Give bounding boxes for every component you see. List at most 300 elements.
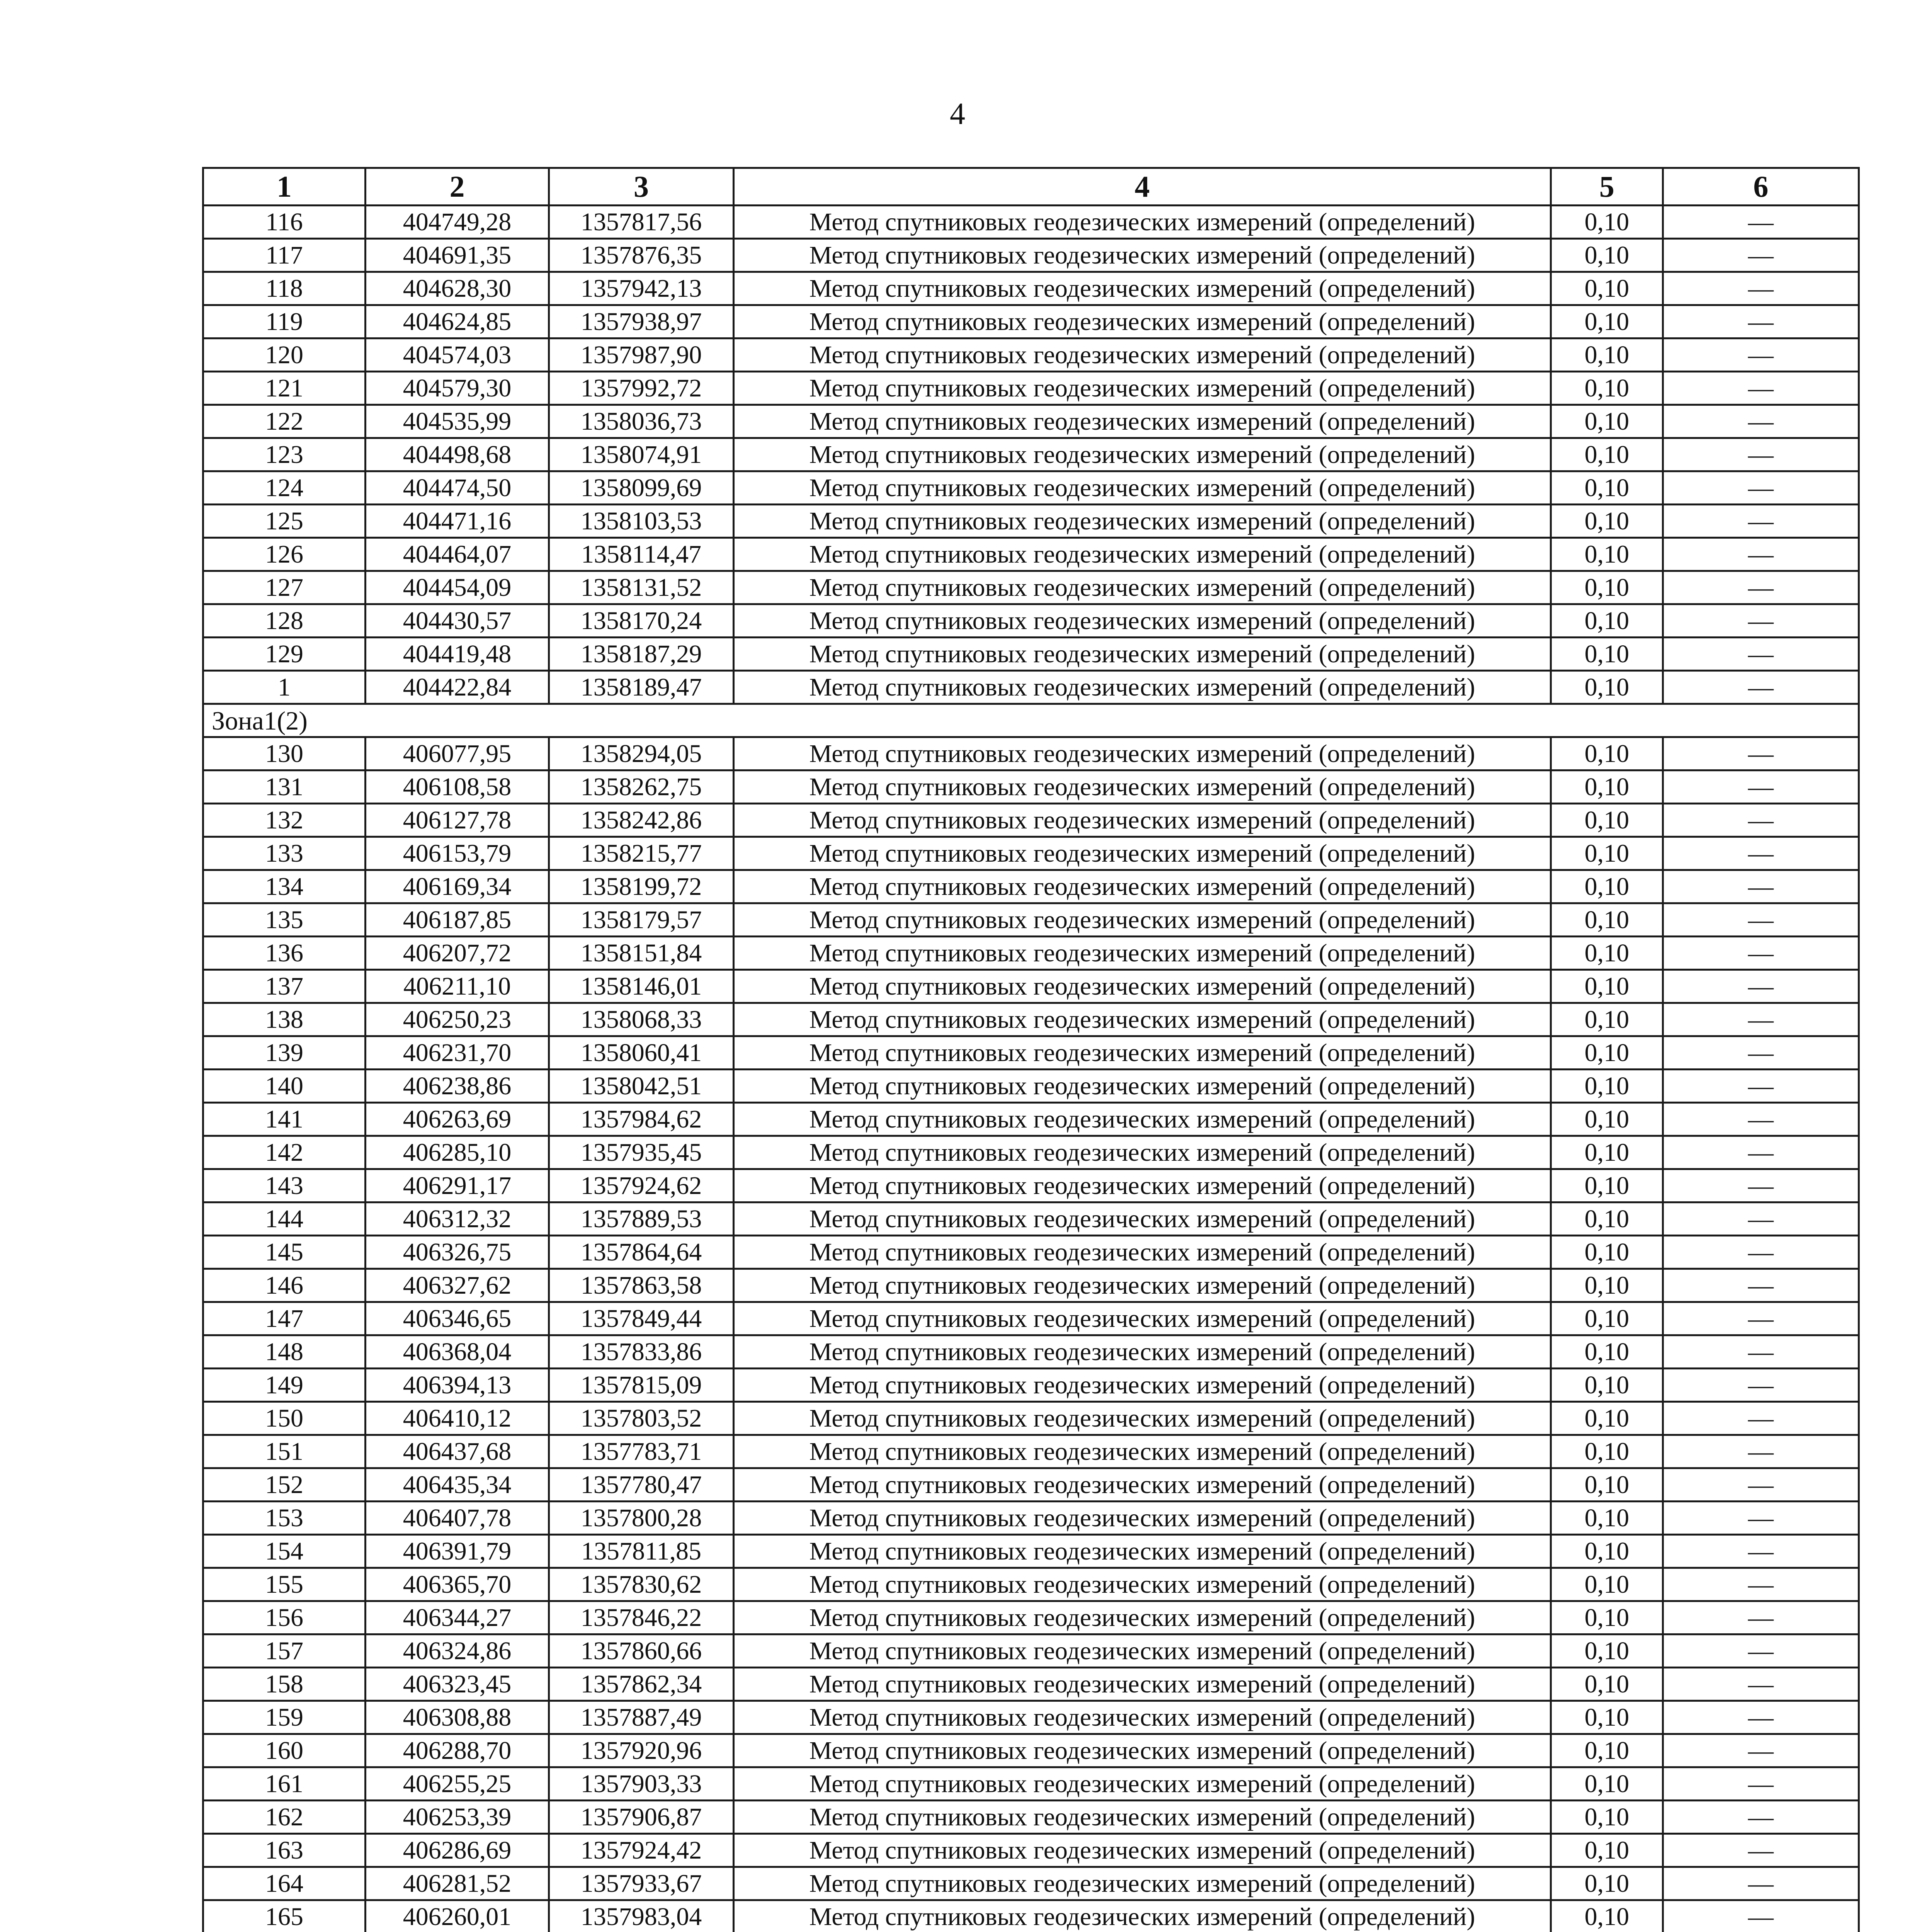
point-number: 119 <box>203 305 366 338</box>
method-cell: Метод спутниковых геодезических измерений (определений) <box>734 1568 1551 1601</box>
accuracy-cell: 0,10 <box>1551 1568 1663 1601</box>
description-cell: — <box>1663 471 1859 505</box>
method-cell: Метод спутниковых геодезических измерений (определений) <box>734 604 1551 638</box>
coordinate-y: 1358042,51 <box>549 1070 734 1103</box>
description-cell: — <box>1663 1269 1859 1302</box>
method-cell: Метод спутниковых геодезических измерений (определений) <box>734 1402 1551 1435</box>
point-number: 163 <box>203 1834 366 1867</box>
table-row <box>203 1834 1859 1867</box>
method-cell: Метод спутниковых геодезических измерений (определений) <box>734 1801 1551 1834</box>
coordinate-x: 406285,10 <box>366 1136 549 1169</box>
table-row <box>203 438 1859 471</box>
method-cell: Метод спутниковых геодезических измерений (определений) <box>734 538 1551 571</box>
table-row <box>203 903 1859 937</box>
coordinate-y: 1357933,67 <box>549 1867 734 1900</box>
coordinate-x: 406263,69 <box>366 1103 549 1136</box>
accuracy-cell: 0,10 <box>1551 1136 1663 1169</box>
coordinate-x: 406077,95 <box>366 737 549 770</box>
table-row <box>203 538 1859 571</box>
table-row <box>203 1734 1859 1767</box>
coordinate-x: 404579,30 <box>366 372 549 405</box>
point-number: 120 <box>203 338 366 372</box>
accuracy-cell: 0,10 <box>1551 1535 1663 1568</box>
method-cell: Метод спутниковых геодезических измерений (определений) <box>734 305 1551 338</box>
accuracy-cell: 0,10 <box>1551 1701 1663 1734</box>
accuracy-cell: 0,10 <box>1551 1335 1663 1369</box>
table-row <box>203 1900 1859 1932</box>
accuracy-cell: 0,10 <box>1551 1668 1663 1701</box>
description-cell: — <box>1663 1402 1859 1435</box>
method-cell: Метод спутниковых геодезических измерений (определений) <box>734 1236 1551 1269</box>
point-number: 164 <box>203 1867 366 1900</box>
table-row <box>203 1701 1859 1734</box>
coordinate-x: 404624,85 <box>366 305 549 338</box>
accuracy-cell: 0,10 <box>1551 870 1663 903</box>
description-cell: — <box>1663 1136 1859 1169</box>
description-cell: — <box>1663 1435 1859 1468</box>
description-cell: — <box>1663 1036 1859 1070</box>
accuracy-cell: 0,10 <box>1551 1634 1663 1668</box>
coordinate-x: 404574,03 <box>366 338 549 372</box>
coordinate-y: 1358036,73 <box>549 405 734 438</box>
coordinate-y: 1358294,05 <box>549 737 734 770</box>
coordinate-y: 1358187,29 <box>549 638 734 671</box>
point-number: 156 <box>203 1601 366 1634</box>
point-number: 132 <box>203 804 366 837</box>
accuracy-cell: 0,10 <box>1551 604 1663 638</box>
table-row <box>203 1369 1859 1402</box>
table-row <box>203 1435 1859 1468</box>
coordinate-y: 1357887,49 <box>549 1701 734 1734</box>
description-cell: — <box>1663 804 1859 837</box>
coordinate-x: 404454,09 <box>366 571 549 604</box>
accuracy-cell: 0,10 <box>1551 305 1663 338</box>
table-row <box>203 970 1859 1003</box>
description-cell: — <box>1663 1834 1859 1867</box>
description-cell: — <box>1663 305 1859 338</box>
description-cell: — <box>1663 604 1859 638</box>
point-number: 117 <box>203 239 366 272</box>
coordinates-table <box>202 167 1860 1932</box>
column-header: 2 <box>366 168 549 206</box>
point-number: 127 <box>203 571 366 604</box>
coordinate-x: 406281,52 <box>366 1867 549 1900</box>
coordinate-x: 404498,68 <box>366 438 549 471</box>
coordinate-y: 1357876,35 <box>549 239 734 272</box>
coordinate-x: 406260,01 <box>366 1900 549 1932</box>
accuracy-cell: 0,10 <box>1551 937 1663 970</box>
point-number: 155 <box>203 1568 366 1601</box>
accuracy-cell: 0,10 <box>1551 804 1663 837</box>
coordinate-x: 406344,27 <box>366 1601 549 1634</box>
coordinate-y: 1357924,42 <box>549 1834 734 1867</box>
description-cell: — <box>1663 837 1859 870</box>
column-header: 5 <box>1551 168 1663 206</box>
table-row <box>203 1601 1859 1634</box>
coordinate-y: 1357935,45 <box>549 1136 734 1169</box>
coordinate-x: 406211,10 <box>366 970 549 1003</box>
coordinate-y: 1358060,41 <box>549 1036 734 1070</box>
method-cell: Метод спутниковых геодезических измерений (определений) <box>734 1103 1551 1136</box>
description-cell: — <box>1663 1601 1859 1634</box>
accuracy-cell: 0,10 <box>1551 1734 1663 1767</box>
table-row <box>203 770 1859 804</box>
method-cell: Метод спутниковых геодезических измерений (определений) <box>734 804 1551 837</box>
description-cell: — <box>1663 770 1859 804</box>
description-cell: — <box>1663 206 1859 239</box>
table-row <box>203 1335 1859 1369</box>
table-row <box>203 1767 1859 1801</box>
point-number: 160 <box>203 1734 366 1767</box>
coordinate-y: 1357846,22 <box>549 1601 734 1634</box>
method-cell: Метод спутниковых геодезических измерений (определений) <box>734 1335 1551 1369</box>
accuracy-cell: 0,10 <box>1551 405 1663 438</box>
coordinate-y: 1357864,64 <box>549 1236 734 1269</box>
point-number: 124 <box>203 471 366 505</box>
coordinate-y: 1358146,01 <box>549 970 734 1003</box>
point-number: 145 <box>203 1236 366 1269</box>
table-row <box>203 937 1859 970</box>
point-number: 133 <box>203 837 366 870</box>
accuracy-cell: 0,10 <box>1551 1834 1663 1867</box>
point-number: 134 <box>203 870 366 903</box>
column-header: 4 <box>734 168 1551 206</box>
method-cell: Метод спутниковых геодезических измерений (определений) <box>734 239 1551 272</box>
point-number: 161 <box>203 1767 366 1801</box>
accuracy-cell: 0,10 <box>1551 903 1663 937</box>
point-number: 165 <box>203 1900 366 1932</box>
method-cell: Метод спутниковых геодезических измерений (определений) <box>734 1767 1551 1801</box>
coordinate-y: 1358199,72 <box>549 870 734 903</box>
page-number: 4 <box>950 97 965 131</box>
accuracy-cell: 0,10 <box>1551 471 1663 505</box>
accuracy-cell: 0,10 <box>1551 837 1663 870</box>
accuracy-cell: 0,10 <box>1551 1369 1663 1402</box>
point-number: 148 <box>203 1335 366 1369</box>
table-row <box>203 638 1859 671</box>
description-cell: — <box>1663 1003 1859 1036</box>
description-cell: — <box>1663 1900 1859 1932</box>
coordinate-y: 1357903,33 <box>549 1767 734 1801</box>
coordinate-y: 1357992,72 <box>549 372 734 405</box>
point-number: 141 <box>203 1103 366 1136</box>
method-cell: Метод спутниковых геодезических измерений (определений) <box>734 1070 1551 1103</box>
accuracy-cell: 0,10 <box>1551 1801 1663 1834</box>
coordinate-x: 406288,70 <box>366 1734 549 1767</box>
description-cell: — <box>1663 970 1859 1003</box>
description-cell: — <box>1663 338 1859 372</box>
coordinate-y: 1358215,77 <box>549 837 734 870</box>
method-cell: Метод спутниковых геодезических измерений (определений) <box>734 1202 1551 1236</box>
coordinate-x: 406324,86 <box>366 1634 549 1668</box>
coordinate-x: 406207,72 <box>366 937 549 970</box>
point-number: 116 <box>203 206 366 239</box>
coordinate-y: 1357863,58 <box>549 1269 734 1302</box>
description-cell: — <box>1663 903 1859 937</box>
description-cell: — <box>1663 1767 1859 1801</box>
description-cell: — <box>1663 571 1859 604</box>
coordinate-x: 406231,70 <box>366 1036 549 1070</box>
coordinate-x: 406368,04 <box>366 1335 549 1369</box>
description-cell: — <box>1663 1502 1859 1535</box>
accuracy-cell: 0,10 <box>1551 1900 1663 1932</box>
method-cell: Метод спутниковых геодезических измерений (определений) <box>734 1900 1551 1932</box>
coordinate-y: 1357889,53 <box>549 1202 734 1236</box>
coordinate-x: 404422,84 <box>366 671 549 704</box>
description-cell: — <box>1663 272 1859 305</box>
table-row <box>203 1568 1859 1601</box>
table-row <box>203 1003 1859 1036</box>
method-cell: Метод спутниковых геодезических измерений (определений) <box>734 272 1551 305</box>
description-cell: — <box>1663 638 1859 671</box>
coordinate-x: 406326,75 <box>366 1236 549 1269</box>
table-body <box>203 168 1859 1932</box>
method-cell: Метод спутниковых геодезических измерений (определений) <box>734 671 1551 704</box>
point-number: 144 <box>203 1202 366 1236</box>
table-row <box>203 471 1859 505</box>
table-row <box>203 1103 1859 1136</box>
method-cell: Метод спутниковых геодезических измерений (определений) <box>734 372 1551 405</box>
table-row <box>203 1634 1859 1668</box>
coordinate-y: 1357987,90 <box>549 338 734 372</box>
point-number: 142 <box>203 1136 366 1169</box>
coordinate-x: 406238,86 <box>366 1070 549 1103</box>
point-number: 128 <box>203 604 366 638</box>
description-cell: — <box>1663 1302 1859 1335</box>
description-cell: — <box>1663 1568 1859 1601</box>
coordinate-x: 406391,79 <box>366 1535 549 1568</box>
description-cell: — <box>1663 239 1859 272</box>
description-cell: — <box>1663 737 1859 770</box>
description-cell: — <box>1663 372 1859 405</box>
description-cell: — <box>1663 1867 1859 1900</box>
coordinate-y: 1357830,62 <box>549 1568 734 1601</box>
method-cell: Метод спутниковых геодезических измерений (определений) <box>734 1502 1551 1535</box>
accuracy-cell: 0,10 <box>1551 1767 1663 1801</box>
table-row <box>203 1269 1859 1302</box>
coordinate-y: 1358151,84 <box>549 937 734 970</box>
description-cell: — <box>1663 1801 1859 1834</box>
method-cell: Метод спутниковых геодезических измерений (определений) <box>734 1136 1551 1169</box>
coordinate-y: 1357803,52 <box>549 1402 734 1435</box>
coordinate-y: 1357783,71 <box>549 1435 734 1468</box>
method-cell: Метод спутниковых геодезических измерений (определений) <box>734 1701 1551 1734</box>
accuracy-cell: 0,10 <box>1551 970 1663 1003</box>
table-row <box>203 804 1859 837</box>
zone-label: Зона1(2) <box>203 704 1859 737</box>
coordinate-x: 406435,34 <box>366 1468 549 1502</box>
coordinate-x: 404471,16 <box>366 505 549 538</box>
coordinate-y: 1358179,57 <box>549 903 734 937</box>
accuracy-cell: 0,10 <box>1551 239 1663 272</box>
table-row <box>203 1202 1859 1236</box>
table-row <box>203 405 1859 438</box>
method-cell: Метод спутниковых геодезических измерений (определений) <box>734 1601 1551 1634</box>
coordinate-x: 406250,23 <box>366 1003 549 1036</box>
table-row <box>203 1136 1859 1169</box>
description-cell: — <box>1663 1535 1859 1568</box>
method-cell: Метод спутниковых геодезических измерений (определений) <box>734 1834 1551 1867</box>
method-cell: Метод спутниковых геодезических измерений (определений) <box>734 1003 1551 1036</box>
coordinate-y: 1357938,97 <box>549 305 734 338</box>
method-cell: Метод спутниковых геодезических измерений (определений) <box>734 1169 1551 1202</box>
table-row <box>203 1070 1859 1103</box>
coordinate-y: 1358170,24 <box>549 604 734 638</box>
coordinate-y: 1357811,85 <box>549 1535 734 1568</box>
table-row <box>203 272 1859 305</box>
coordinate-x: 406394,13 <box>366 1369 549 1402</box>
point-number: 135 <box>203 903 366 937</box>
description-cell: — <box>1663 937 1859 970</box>
accuracy-cell: 0,10 <box>1551 1502 1663 1535</box>
point-number: 143 <box>203 1169 366 1202</box>
method-cell: Метод спутниковых геодезических измерений (определений) <box>734 1734 1551 1767</box>
description-cell: — <box>1663 1369 1859 1402</box>
coordinate-x: 404464,07 <box>366 538 549 571</box>
coordinate-y: 1358074,91 <box>549 438 734 471</box>
table-row <box>203 372 1859 405</box>
point-number: 158 <box>203 1668 366 1701</box>
table-row <box>203 1036 1859 1070</box>
accuracy-cell: 0,10 <box>1551 1402 1663 1435</box>
method-cell: Метод спутниковых геодезических измерений (определений) <box>734 1535 1551 1568</box>
point-number: 149 <box>203 1369 366 1402</box>
header-row <box>203 168 1859 206</box>
method-cell: Метод спутниковых геодезических измерений (определений) <box>734 338 1551 372</box>
table-row <box>203 206 1859 239</box>
coordinate-y: 1358262,75 <box>549 770 734 804</box>
table-row <box>203 1502 1859 1535</box>
coordinate-x: 406312,32 <box>366 1202 549 1236</box>
description-cell: — <box>1663 671 1859 704</box>
coordinate-x: 406187,85 <box>366 903 549 937</box>
method-cell: Метод спутниковых геодезических измерений (определений) <box>734 1302 1551 1335</box>
description-cell: — <box>1663 1103 1859 1136</box>
accuracy-cell: 0,10 <box>1551 1103 1663 1136</box>
method-cell: Метод спутниковых геодезических измерений (определений) <box>734 405 1551 438</box>
accuracy-cell: 0,10 <box>1551 505 1663 538</box>
coordinate-x: 404691,35 <box>366 239 549 272</box>
point-number: 1 <box>203 671 366 704</box>
method-cell: Метод спутниковых геодезических измерений (определений) <box>734 505 1551 538</box>
coordinate-x: 404474,50 <box>366 471 549 505</box>
accuracy-cell: 0,10 <box>1551 1169 1663 1202</box>
coordinate-y: 1358114,47 <box>549 538 734 571</box>
point-number: 147 <box>203 1302 366 1335</box>
coordinate-y: 1357780,47 <box>549 1468 734 1502</box>
accuracy-cell: 0,10 <box>1551 638 1663 671</box>
coordinate-x: 404430,57 <box>366 604 549 638</box>
description-cell: — <box>1663 1236 1859 1269</box>
method-cell: Метод спутниковых геодезических измерений (определений) <box>734 903 1551 937</box>
table-row <box>203 305 1859 338</box>
accuracy-cell: 0,10 <box>1551 438 1663 471</box>
coordinate-y: 1357817,56 <box>549 206 734 239</box>
table-row <box>203 671 1859 704</box>
coordinate-x: 406308,88 <box>366 1701 549 1734</box>
method-cell: Метод спутниковых геодезических измерений (определений) <box>734 571 1551 604</box>
accuracy-cell: 0,10 <box>1551 1202 1663 1236</box>
accuracy-cell: 0,10 <box>1551 272 1663 305</box>
coordinate-x: 406255,25 <box>366 1767 549 1801</box>
method-cell: Метод спутниковых геодезических измерений (определений) <box>734 1369 1551 1402</box>
coordinate-y: 1357833,86 <box>549 1335 734 1369</box>
accuracy-cell: 0,10 <box>1551 737 1663 770</box>
coordinate-y: 1358131,52 <box>549 571 734 604</box>
accuracy-cell: 0,10 <box>1551 571 1663 604</box>
coordinate-x: 404535,99 <box>366 405 549 438</box>
table-row <box>203 1867 1859 1900</box>
point-number: 118 <box>203 272 366 305</box>
coordinate-y: 1358068,33 <box>549 1003 734 1036</box>
table-row <box>203 571 1859 604</box>
coordinate-y: 1357906,87 <box>549 1801 734 1834</box>
method-cell: Метод спутниковых геодезических измерений (определений) <box>734 1634 1551 1668</box>
zone-row <box>203 704 1859 737</box>
coordinate-x: 404749,28 <box>366 206 549 239</box>
point-number: 146 <box>203 1269 366 1302</box>
point-number: 123 <box>203 438 366 471</box>
table-row <box>203 604 1859 638</box>
point-number: 154 <box>203 1535 366 1568</box>
description-cell: — <box>1663 1335 1859 1369</box>
point-number: 150 <box>203 1402 366 1435</box>
coordinate-x: 406323,45 <box>366 1668 549 1701</box>
accuracy-cell: 0,10 <box>1551 538 1663 571</box>
coordinate-y: 1358099,69 <box>549 471 734 505</box>
accuracy-cell: 0,10 <box>1551 1435 1663 1468</box>
method-cell: Метод спутниковых геодезических измерений (определений) <box>734 206 1551 239</box>
table-row <box>203 239 1859 272</box>
coordinate-x: 406346,65 <box>366 1302 549 1335</box>
accuracy-cell: 0,10 <box>1551 1601 1663 1634</box>
column-header: 1 <box>203 168 366 206</box>
point-number: 138 <box>203 1003 366 1036</box>
coordinate-x: 406153,79 <box>366 837 549 870</box>
accuracy-cell: 0,10 <box>1551 206 1663 239</box>
method-cell: Метод спутниковых геодезических измерений (определений) <box>734 1867 1551 1900</box>
table-row <box>203 338 1859 372</box>
description-cell: — <box>1663 405 1859 438</box>
method-cell: Метод спутниковых геодезических измерений (определений) <box>734 870 1551 903</box>
method-cell: Метод спутниковых геодезических измерений (определений) <box>734 770 1551 804</box>
column-header: 3 <box>549 168 734 206</box>
description-cell: — <box>1663 505 1859 538</box>
table-row <box>203 1236 1859 1269</box>
table-row <box>203 737 1859 770</box>
method-cell: Метод спутниковых геодезических измерений (определений) <box>734 1468 1551 1502</box>
coordinate-y: 1357984,62 <box>549 1103 734 1136</box>
description-cell: — <box>1663 538 1859 571</box>
coordinate-x: 406253,39 <box>366 1801 549 1834</box>
coordinate-x: 406407,78 <box>366 1502 549 1535</box>
table-row <box>203 505 1859 538</box>
table-row <box>203 1468 1859 1502</box>
accuracy-cell: 0,10 <box>1551 1269 1663 1302</box>
point-number: 162 <box>203 1801 366 1834</box>
method-cell: Метод спутниковых геодезических измерений (определений) <box>734 1668 1551 1701</box>
table-row <box>203 837 1859 870</box>
point-number: 130 <box>203 737 366 770</box>
coordinate-x: 406437,68 <box>366 1435 549 1468</box>
method-cell: Метод спутниковых геодезических измерений (определений) <box>734 438 1551 471</box>
description-cell: — <box>1663 1468 1859 1502</box>
accuracy-cell: 0,10 <box>1551 1867 1663 1900</box>
point-number: 151 <box>203 1435 366 1468</box>
coordinate-x: 406327,62 <box>366 1269 549 1302</box>
point-number: 152 <box>203 1468 366 1502</box>
coordinate-x: 406365,70 <box>366 1568 549 1601</box>
